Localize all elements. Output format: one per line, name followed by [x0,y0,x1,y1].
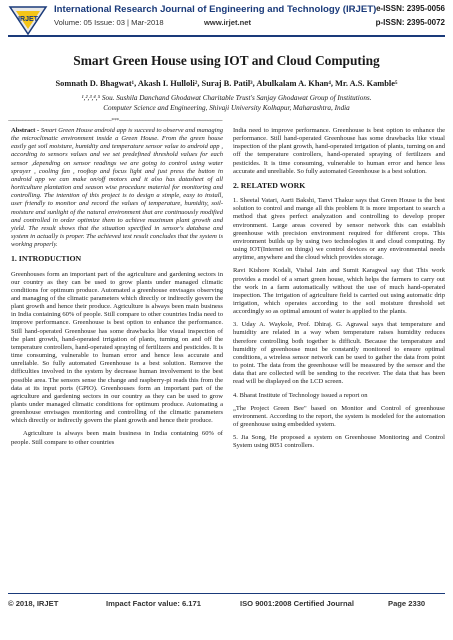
related-work-item-3: 3. Uday A. Waykole, Prof. Dhiraj. G. Agrawal says that temperature and humidity are related in a way when temperature raises humidity reduces therefore controlling both together is difficult. Because the temperature and humidity of greenhouse must be constantly monitored to ensure optimal conditions, a wireless sensor network can be used to gather the data from point to point. The data from the greenhouse will be measured by the sensor and the data that are collected will be sending to the receiver. The data that has been read will be displayed on the LCD screen. [233,321,445,386]
section-separator: ---------------------------------------------------------------------***--------------------------------------------------------------------- [8,118,223,124]
intro-paragraph-2: Agriculture is always been main business in India containing 60% of people. Still compare to other countries [11,430,223,446]
related-work-item-1: 1. Sheetal Vatari, Aarti Bakshi, Tanvi Thakur says that Green House is the best solution to control and mange all this problem It is more important to search a method that gives perfect analyzation and controlling to develop proper environment. Large areas covered by sensor network this can establish greenhouse with precision environment required for different crops. This environment builds up by using two technologies it and cloud computing. By using IOT(Internet on things) we control devices or any environmental needs anytime, anywhere and the cloud which provides storage. [233,197,445,262]
section-heading-related-work: 2. RELATED WORK [233,180,306,190]
related-work-item-5: 5. Jia Song, He proposed a system on Greenhouse Monitoring and Control System using 8051 controllers. [233,434,445,450]
section-heading-introduction: 1. INTRODUCTION [11,254,82,264]
footer-rule [8,593,445,594]
affiliation [20,94,433,113]
abstract [11,127,223,249]
header-rule [8,35,445,37]
p-issn: p-ISSN: 2395-0072 [375,18,445,27]
abstract-label: Abstract - [11,127,40,134]
journal-header [0,0,453,46]
footer-iso: ISO 9001:2008 Certified Journal [240,599,354,608]
paper-title: Smart Green House using IOT and Cloud Computing [73,53,380,68]
footer-impact-factor: Impact Factor value: 6.171 [106,599,201,608]
author-list: Somnath D. Bhagwat¹, Akash I. Hulloli², Suraj B. Patil³, Abulkalam A. Khan⁴, Mr. A.S. Kamble⁵ [55,79,398,88]
intro-paragraph-1: Greenhouses form an important part of the agriculture and gardening sectors in our country as they can be used to grow plants under managed climatic conditions for optimum produce. Automated a greenhouse envisages observing and managing of the climatic parameters which directly or indirectly govern the plant growth and hence their produce. Agriculture is always been main business in India containing 60% of people. Still compare to other countries India need to improve performance. Greenhouse is best option to enhance the performance. Still hand-operated Greenhouse has some drawbacks like visual inspection of the plant growth, hand-operated irrigation of plants, turning on and off the temperature controllers, hand-operated spraying of fertilizers and pesticides. It is time consuming, vulnerable to human error and hence less accurate and unreliable. So fully automated Greenhouse is a best solution. Remove the difficulties involved in the system by decrease human involvement to the best possible area. The sensors sense the change and raspberry-pi reads this from the data at its input ports (GPIO). Greenhouses form an important part of the agriculture and gardening sectors in our country as they can be used to grow plants under managed climatic conditions for optimum produce. Automating a greenhouse envisages monitoring and controlling of the climatic parameters which directly or indirectly govern the plant growth and hence their produce. [11,270,223,425]
journal-logo [8,4,48,37]
svg-text:IRJET: IRJET [18,16,38,23]
abstract-text: Smart Green House android app is succeed to observe and managing the microclimatic environment inside a Green House. From the green house easily get soil moisture, humidity and temperature sensor value to android app , according to sensors values and we set predefined threshold values for each sensor ,depending on sensor readings we are going to control using water sprayer , cooling fan , rooftop and focus light and just press the button in android app we can make on/off motors and it also has datasheet of all horticulture plantation and season wise procedure material for monitoring and controlling. The intention of this project is to design a simple, easy to install, user friendly to monitor and record the values of temperature, humidity, soil-moisture and sunlight of the natural environment that are continuously modified and controlled in order optimize them to achieve maximum plant growth and yield. The result shows that the situation specified in sensor's database and system in actually is proper. The achieved test result concludes that the system is working properly. [11,127,223,249]
related-work-item-4-detail: „The Project Green Bee" based on Monitor and Control of greenhouse environment. According to the report, the system is modeled for the automation of greenhouse using embedded system. [233,404,445,428]
journal-name: International Research Journal of Engineering and Technology (IRJET) [54,4,377,15]
related-work-item-2: Ravi Kishore Kodali, Vishal Jain and Sumit Karagwal say that This work provides a model of a smart green house, which helps the farmers to carry out the work in a farm automatically without the use of much hand-operated inspection. The irrigation of agriculture field is carried out using automatic drip irrigation, which operates according to the soil moisture threshold set accordingly so as optimal amount of water is applied to the plants. [233,267,445,316]
affiliation-line-1: ¹,²,³,⁴,⁵ Sou. Sushila Danchand Ghodawat Charitable Trust's Sanjay Ghodawat Group of Institutions. [81,94,372,102]
intro-paragraph-continued: India need to improve performance. Greenhouse is best option to enhance the performance. Still hand-operated Greenhouse has some drawbacks like visual inspection of the plant growth, hand-operated irrigation of plants, turning on and off the temperature controllers, hand-operated spraying of fertilizers and pesticides. It is time consuming, vulnerable to human error and hence less accurate and unreliable. So fully automated Greenhouse is a best solution. [233,127,445,175]
journal-website-link[interactable]: www.irjet.net [204,18,251,27]
e-issn: e-ISSN: 2395-0056 [376,4,445,13]
footer-copyright: © 2018, IRJET [8,599,59,608]
related-work-item-4: 4. Bharat Institute of Technology issued a report on [233,391,368,399]
right-column [233,127,445,455]
volume-issue: Volume: 05 Issue: 03 | Mar-2018 [54,18,164,27]
affiliation-line-2: Computer Science and Engineering, Shivaji University Kolhapur, Maharashtra, India [103,103,350,112]
footer-page-number: Page 2330 [388,599,426,608]
left-column [11,127,223,452]
